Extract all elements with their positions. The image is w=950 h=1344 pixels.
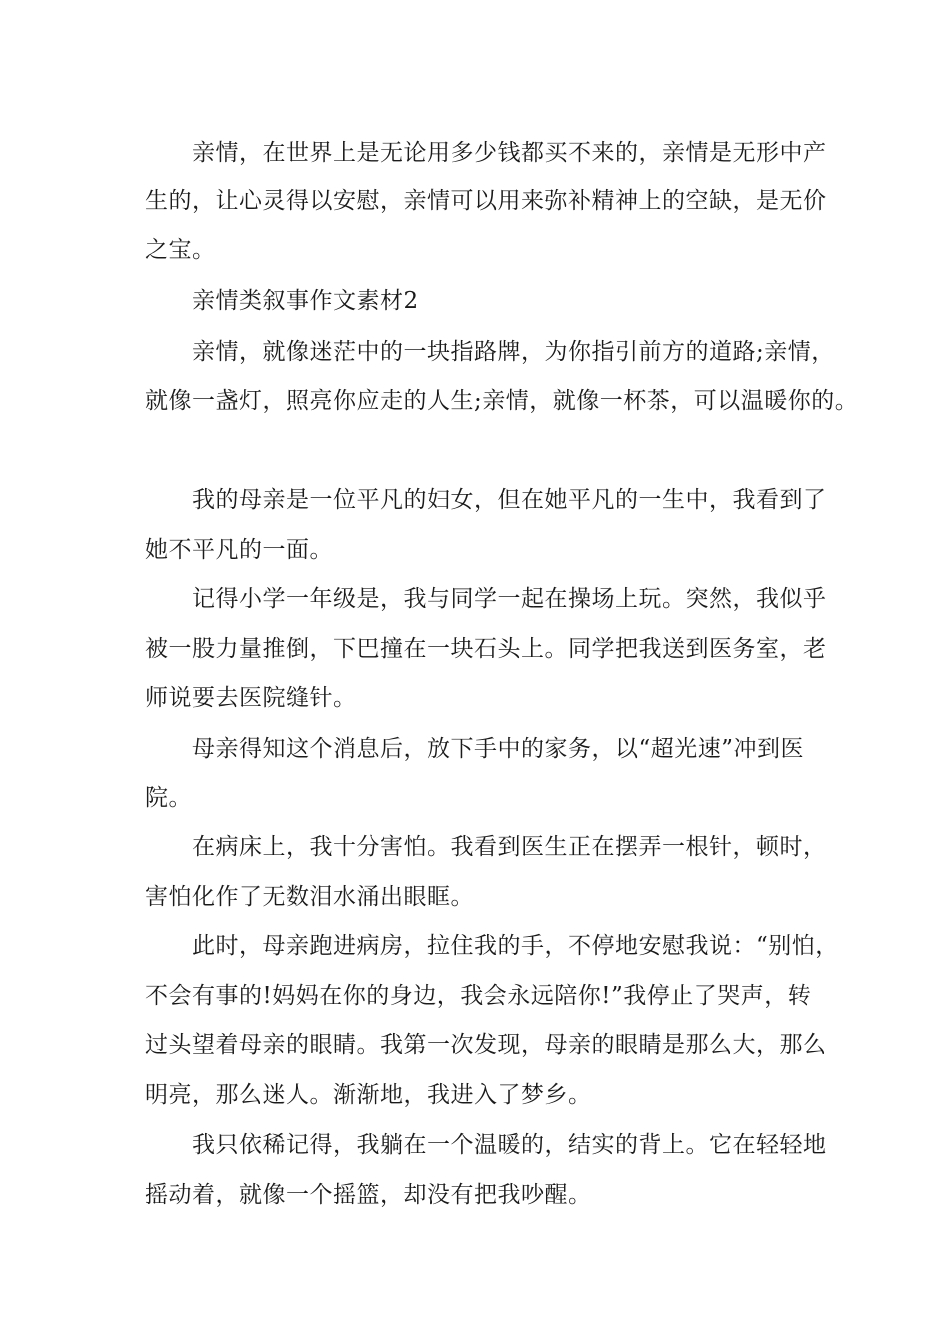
paragraph-line: 我只依稀记得，我躺在一个温暖的，结实的背上。它在轻轻地 [192, 1132, 827, 1158]
paragraph-line: 院。 [145, 785, 192, 811]
paragraph-line: 她不平凡的一面。 [145, 537, 333, 563]
paragraph-line: 师说要去医院缝针。 [145, 685, 357, 711]
paragraph-line: 亲情，就像迷茫中的一块指路牌，为你指引前方的道路;亲情， [192, 339, 835, 365]
paragraph-line: 此时，母亲跑进病房，拉住我的手，不停地安慰我说：“别怕， [192, 933, 839, 959]
paragraph-line: 就像一盏灯，照亮你应走的人生;亲情，就像一杯茶，可以温暖你的。 [145, 388, 859, 414]
paragraph-line: 被一股力量推倒，下巴撞在一块石头上。同学把我送到医务室，老 [145, 636, 827, 662]
paragraph-line: 摇动着，就像一个摇篮，却没有把我吵醒。 [145, 1182, 592, 1208]
paragraph-line: 记得小学一年级是，我与同学一起在操场上玩。突然，我似乎 [192, 586, 827, 612]
paragraph-line: 在病床上，我十分害怕。我看到医生正在摆弄一根针，顿时， [192, 834, 827, 860]
paragraph-line: 明亮，那么迷人。渐渐地，我进入了梦乡。 [145, 1082, 592, 1108]
section-heading: 亲情类叙事作文素材2 [192, 288, 419, 314]
paragraph-line: 之宝。 [145, 237, 216, 263]
paragraph-line: 害怕化作了无数泪水涌出眼眶。 [145, 884, 474, 910]
paragraph-line: 不会有事的!妈妈在你的身边，我会永远陪你!”我停止了哭声，转 [145, 983, 812, 1009]
paragraph-line: 母亲得知这个消息后，放下手中的家务，以“超光速”冲到医 [192, 736, 805, 762]
paragraph-line: 生的，让心灵得以安慰，亲情可以用来弥补精神上的空缺，是无价 [145, 188, 827, 214]
paragraph-line: 过头望着母亲的眼睛。我第一次发现，母亲的眼睛是那么大，那么 [145, 1032, 827, 1058]
paragraph-line: 亲情，在世界上是无论用多少钱都买不来的，亲情是无形中产 [192, 140, 827, 166]
paragraph-line: 我的母亲是一位平凡的妇女，但在她平凡的一生中，我看到了 [192, 487, 827, 513]
